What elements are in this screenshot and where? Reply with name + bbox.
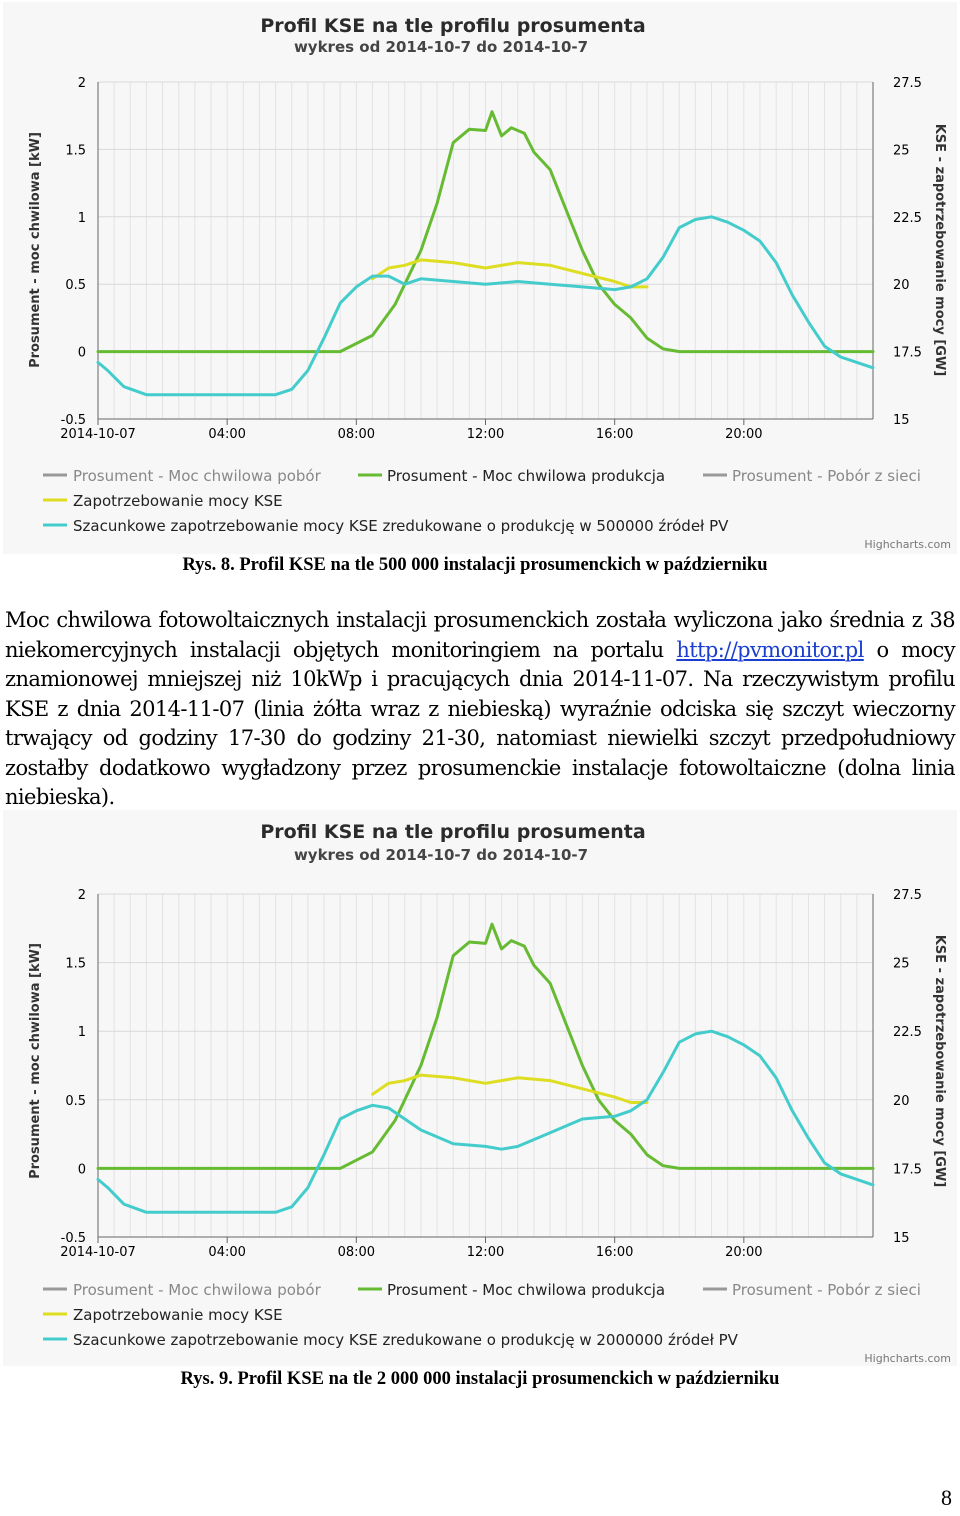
- y-left-tick-label: -0.5: [60, 413, 86, 428]
- legend-item-produkcja[interactable]: Prosument - Moc chwilowa produkcja: [387, 1281, 666, 1299]
- legend-item-kse[interactable]: Zapotrzebowanie mocy KSE: [73, 1306, 283, 1324]
- chart-svg-1: [3, 2, 957, 554]
- chart-figure-1: [3, 2, 957, 554]
- chart-subtitle: wykres od 2014-10-7 do 2014-10-7: [293, 846, 589, 864]
- chart-subtitle: wykres od 2014-10-7 do 2014-10-7: [293, 38, 589, 56]
- plot-area: [60, 76, 922, 442]
- x-tick-label: 20:00: [725, 1245, 763, 1260]
- x-tick-label: 04:00: [208, 427, 246, 442]
- y-left-tick-label: 1.5: [65, 143, 86, 159]
- legend-item-kse[interactable]: Zapotrzebowanie mocy KSE: [73, 492, 283, 510]
- chart-figure-2: [3, 810, 957, 1366]
- y-right-tick-label: 20: [893, 278, 910, 294]
- y-left-tick-label: 1: [77, 210, 86, 226]
- y-axis-right-label: KSE - zapotrzebowanie mocy [GW]: [932, 934, 947, 1188]
- figure-caption-2: Rys. 9. Profil KSE na tle 2 000 000 instalacji prosumenckich w październiku: [180, 1369, 780, 1389]
- y-right-tick-label: 25: [893, 143, 910, 159]
- x-tick-label: 12:00: [466, 1245, 505, 1260]
- chart-legend: [43, 1281, 921, 1349]
- chart-legend: [43, 467, 921, 535]
- page-number: 8: [941, 1485, 952, 1510]
- y-left-tick-label: 0.5: [65, 1093, 86, 1109]
- y-axis-left-label: Prosument - moc chwilowa [kW]: [28, 943, 43, 1179]
- y-right-tick-label: 22.5: [893, 210, 922, 226]
- y-left-tick-label: 1.5: [65, 956, 86, 972]
- y-left-tick-label: 1: [77, 1025, 86, 1041]
- y-left-tick-label: 2: [77, 76, 86, 91]
- x-tick-label: 04:00: [208, 1245, 246, 1260]
- y-left-tick-label: 2: [77, 888, 86, 903]
- y-right-tick-label: 27.5: [893, 888, 922, 903]
- legend-item-pobor-z-sieci[interactable]: Prosument - Pobór z sieci: [732, 467, 921, 485]
- y-axis-left-label: Prosument - moc chwilowa [kW]: [28, 132, 43, 368]
- y-right-tick-label: 25: [893, 956, 910, 972]
- y-right-tick-label: 22.5: [893, 1025, 922, 1041]
- x-tick-label: 2014-10-07: [60, 427, 136, 442]
- x-tick-label: 12:00: [466, 427, 505, 442]
- y-right-tick-label: 17.5: [893, 1162, 922, 1178]
- plot-area: [60, 888, 922, 1260]
- y-left-tick-label: 0: [77, 1162, 86, 1178]
- figure-caption-1: Rys. 8. Profil KSE na tle 500 000 instalacji prosumenckich w październiku: [182, 555, 768, 575]
- x-tick-label: 20:00: [725, 427, 763, 442]
- legend-item-pobor-z-sieci[interactable]: Prosument - Pobór z sieci: [732, 1281, 921, 1299]
- y-left-tick-label: 0.5: [65, 278, 86, 294]
- legend-item-kse-reduced[interactable]: Szacunkowe zapotrzebowanie mocy KSE zredukowane o produkcję w 500000 źródeł PV: [73, 517, 729, 535]
- body-paragraph: [5, 606, 955, 813]
- paragraph-text-1: Moc chwilowa fotowoltaicznych instalacji prosumenckich została wyliczona jako średnia z 38 niekomercyjnych instalacji objętych monitoringiem na portalu: [5, 608, 955, 662]
- y-right-tick-label: 27.5: [893, 76, 922, 91]
- x-tick-label: 2014-10-07: [60, 1245, 136, 1260]
- x-tick-label: 08:00: [337, 427, 376, 442]
- x-tick-label: 16:00: [595, 1245, 634, 1260]
- legend-item-kse-reduced[interactable]: Szacunkowe zapotrzebowanie mocy KSE zredukowane o produkcję w 2000000 źródeł PV: [73, 1331, 738, 1349]
- highcharts-credit[interactable]: Highcharts.com: [864, 538, 951, 551]
- legend-item-pobor[interactable]: Prosument - Moc chwilowa pobór: [73, 1281, 321, 1299]
- chart-svg-2: [3, 810, 957, 1366]
- chart-title: Profil KSE na tle profilu prosumenta: [260, 15, 646, 37]
- legend-item-pobor[interactable]: Prosument - Moc chwilowa pobór: [73, 467, 321, 485]
- pvmonitor-link[interactable]: http://pvmonitor.pl: [676, 637, 864, 662]
- y-right-tick-label: 20: [893, 1093, 910, 1109]
- chart-title: Profil KSE na tle profilu prosumenta: [260, 821, 646, 843]
- x-tick-label: 08:00: [337, 1245, 376, 1260]
- highcharts-credit[interactable]: Highcharts.com: [864, 1352, 951, 1365]
- y-left-tick-label: -0.5: [60, 1231, 86, 1246]
- legend-item-produkcja[interactable]: Prosument - Moc chwilowa produkcja: [387, 467, 666, 485]
- y-right-tick-label: 15: [893, 413, 910, 428]
- y-right-tick-label: 15: [893, 1231, 910, 1246]
- y-axis-right-label: KSE - zapotrzebowanie mocy [GW]: [932, 123, 947, 377]
- y-right-tick-label: 17.5: [893, 345, 922, 361]
- y-left-tick-label: 0: [77, 345, 86, 361]
- paragraph-text-2: o mocy znamionowej mniejszej niż 10kWp i pracujących dnia 2014-11-07. Na rzeczywistym profilu KSE z dnia 2014-11-07 (linia żółta wraz z niebieską) wyraźnie odciska się szczyt wieczorny trwający od godziny 17-30 do godziny 21-30, natomiast niewielki szczyt przedpołudniowy zostałby dodatkowo wygładzony przez prosumenckie instalacje fotowoltaiczne (dolna linia niebieska).: [5, 637, 955, 809]
- x-tick-label: 16:00: [595, 427, 634, 442]
